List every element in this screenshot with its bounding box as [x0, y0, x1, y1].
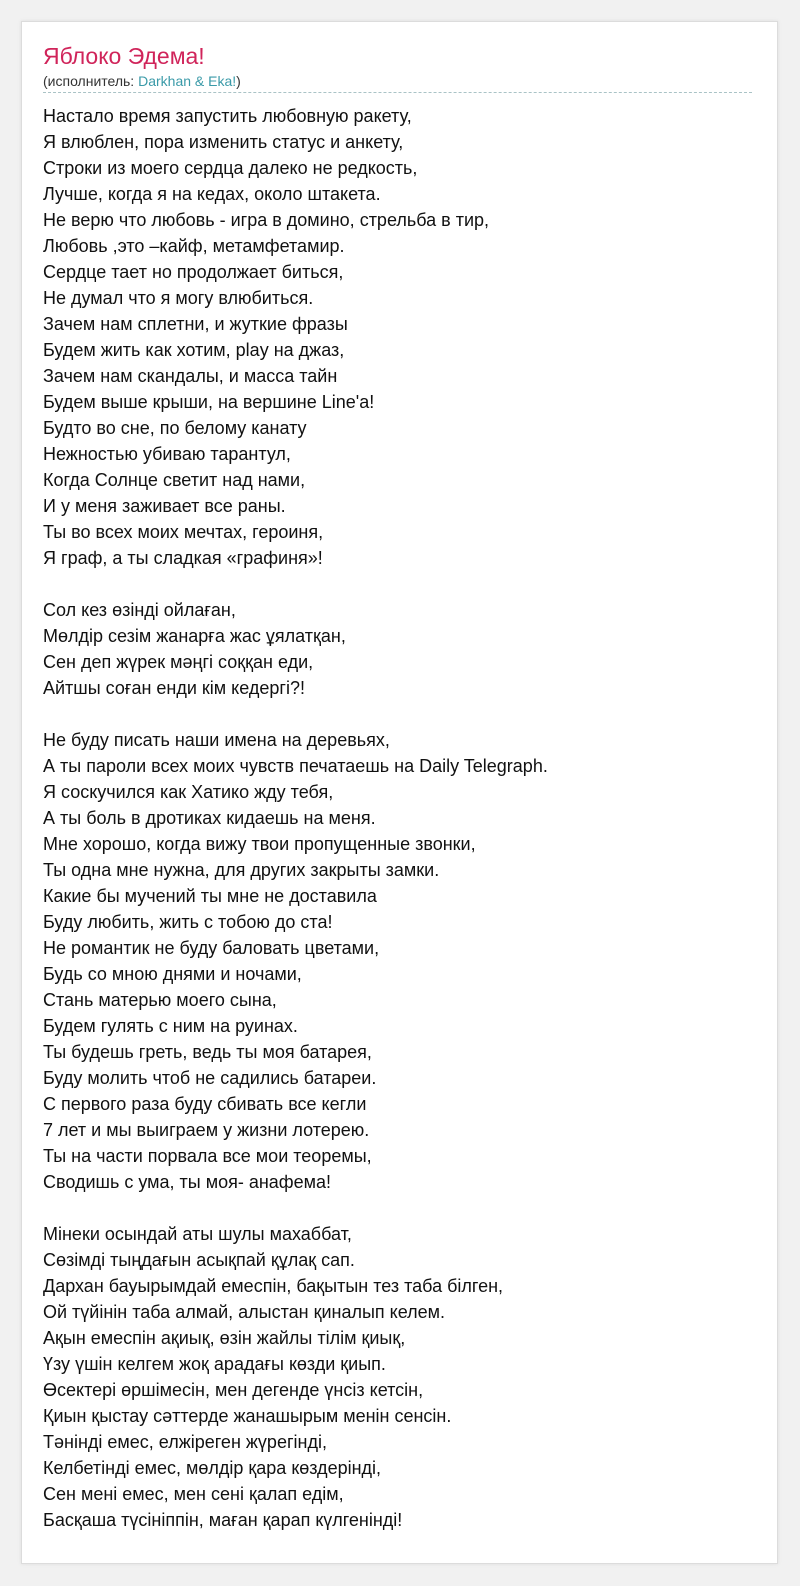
lyric-line: Мінеки осындай аты шулы махаббат, — [43, 1224, 352, 1244]
lyric-line: Нежностью убиваю тарантул, — [43, 444, 291, 464]
lyric-line: Не буду писать наши имена на деревьях, — [43, 730, 390, 750]
lyric-line: Будем жить как хотим, play на джаз, — [43, 340, 345, 360]
lyric-line: А ты пароли всех моих чувств печатаешь на Daily Telegraph. — [43, 756, 548, 776]
lyric-line: Сен деп жүрек мәңгі соққан еди, — [43, 652, 314, 672]
lyrics-text — [43, 103, 759, 1559]
lyric-line: Я соскучился как Хатико жду тебя, — [43, 782, 334, 802]
lyric-line: Сводишь с ума, ты моя- анафема! — [43, 1172, 332, 1192]
lyric-line: Қиын қыстау сәттерде жанашырым менін сенсін. — [43, 1406, 452, 1426]
lyrics-stanza — [43, 727, 759, 1195]
lyric-line: Зачем нам сплетни, и жуткие фразы — [43, 314, 348, 334]
lyric-line: Ты на части порвала все мои теоремы, — [43, 1146, 372, 1166]
lyric-line: Тәнінді емес, елжіреген жүрегінді, — [43, 1432, 327, 1452]
lyric-line: Ой түйінін таба алмай, алыстан қиналып келем. — [43, 1302, 446, 1322]
artist-suffix: ) — [236, 73, 241, 89]
lyric-line: И у меня заживает все раны. — [43, 496, 286, 516]
artist-prefix: (исполнитель: — [43, 73, 139, 89]
lyric-line: Не верю что любовь - игра в домино, стрельба в тир, — [43, 210, 490, 230]
lyrics-stanza — [43, 103, 759, 571]
lyric-line: Будем гулять с ним на руинах. — [43, 1016, 298, 1036]
lyric-line: 7 лет и мы выиграем у жизни лотерею. — [43, 1120, 370, 1140]
lyric-line: Я граф, а ты сладкая «графиня»! — [43, 548, 323, 568]
lyric-line: Зачем нам скандалы, и масса тайн — [43, 366, 338, 386]
lyric-line: Сөзімді тыңдағын асықпай құлақ сап. — [43, 1250, 355, 1270]
lyric-line: Сол кез өзінді ойлаған, — [43, 600, 236, 620]
lyric-line: Я влюблен, пора изменить статус и анкету, — [43, 132, 404, 152]
lyric-line: Келбетінді емес, мөлдір қара көздерінді, — [43, 1458, 382, 1478]
title-divider — [43, 92, 752, 93]
lyric-line: Лучше, когда я на кедах, около штакета. — [43, 184, 381, 204]
lyric-line: Ты одна мне нужна, для других закрыты замки. — [43, 860, 440, 880]
lyric-line: Стань матерью моего сына, — [43, 990, 277, 1010]
lyric-line: С первого раза буду сбивать все кегли — [43, 1094, 367, 1114]
lyric-line: Будем выше крыши, на вершине Line'a! — [43, 392, 375, 412]
lyric-line: Ты во всех моих мечтах, героиня, — [43, 522, 324, 542]
lyric-line: Өсектері өршімесін, мен дегенде үнсіз кетсін, — [43, 1380, 424, 1400]
lyric-line: Сен мені емес, мен сені қалап едім, — [43, 1484, 344, 1504]
lyric-line: Будь со мною днями и ночами, — [43, 964, 302, 984]
lyric-line: Не думал что я могу влюбиться. — [43, 288, 314, 308]
lyric-line: Какие бы мучений ты мне не доставила — [43, 886, 377, 906]
lyric-line: Настало время запустить любовную ракету, — [43, 106, 412, 126]
lyric-line: Үзу үшін келгем жоқ арадағы көзди қиып. — [43, 1354, 386, 1374]
lyric-line: Строки из моего сердца далеко не редкость, — [43, 158, 418, 178]
lyric-line: Дархан бауырымдай емеспін, бақытын тез таба білген, — [43, 1276, 504, 1296]
lyric-line: Басқаша түсініппін, маған қарап күлгенінді! — [43, 1510, 403, 1530]
lyric-line: Айтшы соған енди кім кедергі?! — [43, 678, 305, 698]
lyric-line: Мөлдір сезім жанарға жас ұялатқан, — [43, 626, 346, 646]
lyric-line: А ты боль в дротиках кидаешь на меня. — [43, 808, 376, 828]
lyric-line: Любовь ,это –кайф, метамфетамир. — [43, 236, 345, 256]
lyric-line: Ты будешь греть, ведь ты моя батарея, — [43, 1042, 372, 1062]
lyric-line: Когда Солнце светит над нами, — [43, 470, 306, 490]
lyrics-stanza — [43, 1221, 759, 1533]
lyric-line: Буду любить, жить с тобою до ста! — [43, 912, 333, 932]
lyrics-card — [21, 21, 778, 1564]
artist-line — [43, 72, 241, 90]
lyrics-stanza — [43, 597, 759, 701]
lyric-line: Не романтик не буду баловать цветами, — [43, 938, 380, 958]
song-title: Яблоко Эдема! — [43, 43, 205, 69]
lyric-line: Сердце тает но продолжает биться, — [43, 262, 344, 282]
lyric-line: Будто во сне, по белому канату — [43, 418, 307, 438]
lyric-line: Мне хорошо, когда вижу твои пропущенные звонки, — [43, 834, 476, 854]
artist-link[interactable]: Darkhan & Eka! — [138, 73, 237, 89]
lyric-line: Буду молить чтоб не садились батареи. — [43, 1068, 377, 1088]
lyric-line: Ақын емеспін ақиық, өзін жайлы тілім қиық, — [43, 1328, 406, 1348]
